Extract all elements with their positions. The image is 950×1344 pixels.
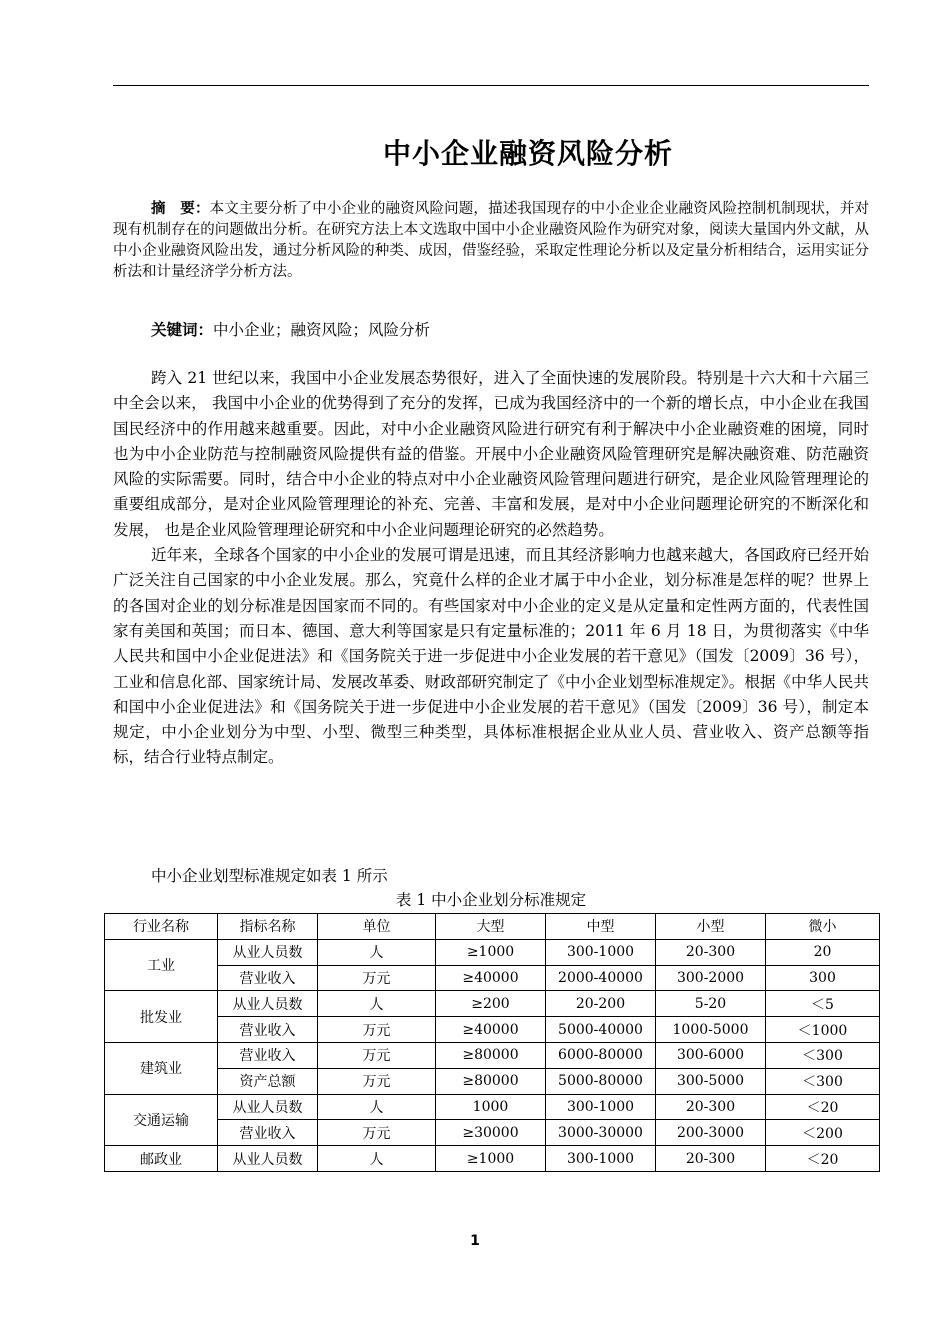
table-row bbox=[105, 1146, 880, 1172]
indicator-cell: 从业人员数 bbox=[218, 1094, 318, 1120]
table-row bbox=[105, 1017, 880, 1043]
large-cell: ≥80000 bbox=[436, 1042, 546, 1068]
indicator-cell: 营业收入 bbox=[218, 1042, 318, 1068]
table-header-cell: 微小 bbox=[766, 914, 880, 940]
table-header-cell: 单位 bbox=[318, 914, 436, 940]
small-cell: 20-300 bbox=[656, 939, 766, 965]
table-header-cell: 指标名称 bbox=[218, 914, 318, 940]
large-cell: 1000 bbox=[436, 1094, 546, 1120]
large-cell: ≥40000 bbox=[436, 1017, 546, 1043]
small-cell: 300-5000 bbox=[656, 1068, 766, 1094]
table-header-cell: 中型 bbox=[546, 914, 656, 940]
unit-cell: 人 bbox=[318, 1146, 436, 1172]
micro-cell: ＜20 bbox=[766, 1146, 880, 1172]
small-cell: 5-20 bbox=[656, 991, 766, 1017]
body-text bbox=[113, 366, 869, 771]
industry-cell: 交通运输 bbox=[105, 1094, 218, 1146]
micro-cell: ＜20 bbox=[766, 1094, 880, 1120]
medium-cell: 300-1000 bbox=[546, 1146, 656, 1172]
unit-cell: 人 bbox=[318, 1094, 436, 1120]
small-cell: 20-300 bbox=[656, 1146, 766, 1172]
medium-cell: 3000-30000 bbox=[546, 1120, 656, 1146]
industry-cell: 批发业 bbox=[105, 991, 218, 1043]
table-row bbox=[105, 939, 880, 965]
medium-cell: 5000-40000 bbox=[546, 1017, 656, 1043]
paragraph: 近年来，全球各个国家的中小企业的发展可谓是迅速，而且其经济影响力也越来越大，各国政府已经开始广泛关注自己国家的中小企业发展。那么，究竟什么样的企业才属于中小企业，划分标准是怎样的呢？世界上的各国对企业的划分标准是因国家而不同的。有些国家对中小企业的定义是从定量和定性两方面的，代表性国家有美国和英国；而日本、德国、意大利等国家是只有定量标准的；2011 年 6 月 18 日，为贯彻落实《中华人民共和国中小企业促进法》和《国务院关于进一步促进中小企业发展的若干意见》（国发〔2009〕36 号），工业和信息化部、国家统计局、发展改革委、财政部研究制定了《中小企业划型标准规定》。根据《中华人民共和国中小企业促进法》和《国务院关于进一步促进中小企业发展的若干意见》（国发〔2009〕36 号），制定本规定，中小企业划分为中型、小型、微型三种类型，具体标准根据企业从业人员、营业收入、资产总额等指标，结合行业特点制定。 bbox=[113, 546, 869, 767]
micro-cell: ＜300 bbox=[766, 1042, 880, 1068]
table-header-cell: 行业名称 bbox=[105, 914, 218, 940]
micro-cell: ＜1000 bbox=[766, 1017, 880, 1043]
large-cell: ≥1000 bbox=[436, 1146, 546, 1172]
medium-cell: 6000-80000 bbox=[546, 1042, 656, 1068]
indicator-cell: 资产总额 bbox=[218, 1068, 318, 1094]
unit-cell: 万元 bbox=[318, 1042, 436, 1068]
sme-standard-table bbox=[104, 913, 880, 1172]
medium-cell: 2000-40000 bbox=[546, 965, 656, 991]
large-cell: ≥30000 bbox=[436, 1120, 546, 1146]
abstract-text: 本文主要分析了中小企业的融资风险问题，描述我国现存的中小企业企业融资风险控制机制现状，并对现有机制存在的问题做出分析。在研究方法上本文选取中国中小企业融资风险作为研究对象，阅读大量国内外文献，从中小企业融资风险出发，通过分析风险的种类、成因，借鉴经验，采取定性理论分析以及定量分析相结合，运用实证分析法和计量经济学分析方法。 bbox=[113, 201, 869, 280]
unit-cell: 万元 bbox=[318, 1017, 436, 1043]
micro-cell: ＜5 bbox=[766, 991, 880, 1017]
medium-cell: 20-200 bbox=[546, 991, 656, 1017]
unit-cell: 人 bbox=[318, 939, 436, 965]
large-cell: ≥1000 bbox=[436, 939, 546, 965]
abstract-label: 摘 要： bbox=[151, 201, 210, 217]
table-header-row bbox=[105, 914, 880, 940]
unit-cell: 万元 bbox=[318, 1120, 436, 1146]
table-row bbox=[105, 1042, 880, 1068]
micro-cell: 20 bbox=[766, 939, 880, 965]
small-cell: 300-2000 bbox=[656, 965, 766, 991]
table-row bbox=[105, 1120, 880, 1146]
small-cell: 300-6000 bbox=[656, 1042, 766, 1068]
keywords-text: 中小企业；融资风险；风险分析 bbox=[213, 321, 431, 339]
table-row bbox=[105, 991, 880, 1017]
medium-cell: 300-1000 bbox=[546, 1094, 656, 1120]
indicator-cell: 营业收入 bbox=[218, 965, 318, 991]
table-row bbox=[105, 965, 880, 991]
small-cell: 1000-5000 bbox=[656, 1017, 766, 1043]
micro-cell: ＜200 bbox=[766, 1120, 880, 1146]
industry-cell: 工业 bbox=[105, 939, 218, 991]
indicator-cell: 从业人员数 bbox=[218, 991, 318, 1017]
indicator-cell: 从业人员数 bbox=[218, 939, 318, 965]
paragraph: 跨入 21 世纪以来，我国中小企业发展态势很好，进入了全面快速的发展阶段。特别是十六大和十六届三中全会以来， 我国中小企业的优势得到了充分的发挥，已成为我国经济中的一个新的增长点，中小企业在我国国民经济中的作用越来越重要。因此，对中小企业融资风险进行研究有利于解决中小企业融资难的困境，同时也为中小企业防范与控制融资风险提供有益的借鉴。开展中小企业融资风险管理研究是解决融资难、防范融资风险的实际需要。同时，结合中小企业的特点对中小企业融资风险管理问题进行研究，是企业风险管理理论的重要组成部分，是对企业风险管理理论的补充、完善、丰富和发展，是对中小企业问题理论研究的不断深化和发展， 也是企业风险管理理论研究和中小企业问题理论研究的必然趋势。 bbox=[113, 369, 869, 539]
table-caption: 表 1 中小企业划分标准规定 bbox=[395, 891, 587, 909]
medium-cell: 5000-80000 bbox=[546, 1068, 656, 1094]
large-cell: ≥40000 bbox=[436, 965, 546, 991]
unit-cell: 万元 bbox=[318, 1068, 436, 1094]
table-intro: 中小企业划型标准规定如表 1 所示 bbox=[151, 867, 388, 885]
header-rule bbox=[113, 85, 869, 86]
micro-cell: 300 bbox=[766, 965, 880, 991]
page-number: 1 bbox=[470, 1233, 480, 1249]
large-cell: ≥200 bbox=[436, 991, 546, 1017]
indicator-cell: 营业收入 bbox=[218, 1120, 318, 1146]
small-cell: 20-300 bbox=[656, 1094, 766, 1120]
unit-cell: 人 bbox=[318, 991, 436, 1017]
page-title: 中小企业融资风险分析 bbox=[382, 137, 673, 170]
table-row bbox=[105, 1068, 880, 1094]
micro-cell: ＜300 bbox=[766, 1068, 880, 1094]
large-cell: ≥80000 bbox=[436, 1068, 546, 1094]
small-cell: 200-3000 bbox=[656, 1120, 766, 1146]
keywords-label: 关键词： bbox=[151, 321, 214, 339]
medium-cell: 300-1000 bbox=[546, 939, 656, 965]
keywords bbox=[151, 318, 430, 340]
industry-cell: 邮政业 bbox=[105, 1146, 218, 1172]
unit-cell: 万元 bbox=[318, 965, 436, 991]
industry-cell: 建筑业 bbox=[105, 1042, 218, 1094]
abstract bbox=[113, 199, 869, 283]
table-header-cell: 小型 bbox=[656, 914, 766, 940]
indicator-cell: 从业人员数 bbox=[218, 1146, 318, 1172]
indicator-cell: 营业收入 bbox=[218, 1017, 318, 1043]
table-header-cell: 大型 bbox=[436, 914, 546, 940]
table-row bbox=[105, 1094, 880, 1120]
